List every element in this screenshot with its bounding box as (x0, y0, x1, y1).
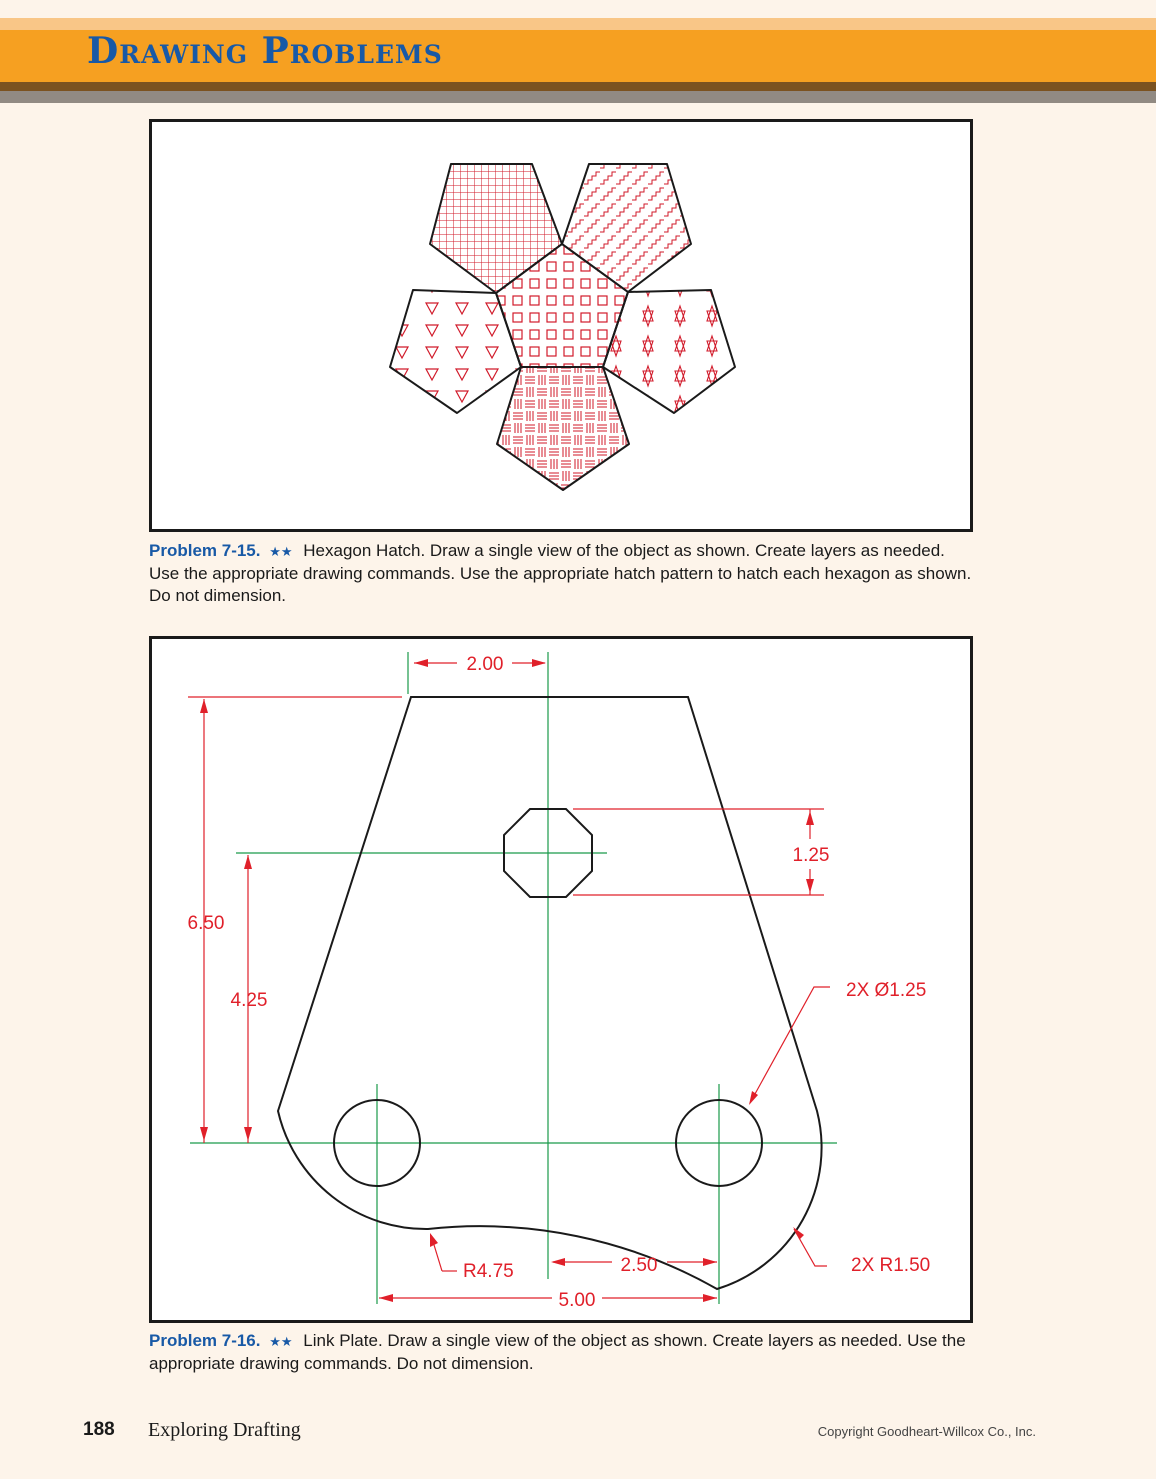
problem-text: Link Plate. Draw a single view of the object as shown. Create layers as needed. Use the appropriate drawing commands. Do not dimension. (149, 1331, 966, 1373)
problem-label: Problem 7-16. (149, 1331, 261, 1350)
link-plate-drawing (152, 639, 970, 1320)
page-title: Drawing Problems (87, 30, 443, 72)
dim-corner-radius: 2X R1.50 (851, 1255, 931, 1276)
figure-hexagon-hatch (149, 119, 973, 532)
dimension-lines (188, 663, 830, 1298)
hatch-stars-shape (603, 290, 735, 413)
arrowheads (200, 659, 814, 1302)
difficulty-stars-icon: ★★ (269, 1334, 293, 1349)
dim-top-offset: 2.00 (466, 654, 504, 675)
dim-hole-height: 4.25 (230, 990, 268, 1011)
dim-hole-size: 1.25 (792, 845, 830, 866)
header-rule-dark (0, 82, 1156, 91)
page-number: 188 (83, 1419, 115, 1440)
caption-problem-7-15 (149, 540, 979, 607)
copyright: Copyright Goodheart-Willcox Co., Inc. (817, 1424, 1036, 1439)
dim-half-spacing: 2.50 (620, 1255, 658, 1276)
hatch-drawing (152, 122, 970, 529)
dim-hole-callout: 2X Ø1.25 (846, 980, 927, 1001)
caption-problem-7-16 (149, 1330, 979, 1375)
centerlines (187, 652, 837, 1304)
difficulty-stars-icon: ★★ (269, 544, 293, 559)
object-outline (278, 697, 822, 1289)
hatch-triangles-shape (390, 290, 521, 413)
header-rule-grey (0, 91, 1156, 103)
dim-bottom-radius: R4.75 (463, 1261, 514, 1282)
dim-hole-spacing: 5.00 (558, 1290, 596, 1311)
book-title: Exploring Drafting (148, 1419, 301, 1441)
hatch-weave-shape (497, 367, 629, 490)
dim-total-height: 6.50 (187, 913, 225, 934)
problem-label: Problem 7-15. (149, 541, 261, 560)
problem-text: Hexagon Hatch. Draw a single view of the object as shown. Create layers as needed. Use the appropriate drawing commands. Use the appropriate hatch pattern to hatch each hexagon as shown. Do not dimension. (149, 541, 972, 605)
figure-link-plate (149, 636, 973, 1323)
